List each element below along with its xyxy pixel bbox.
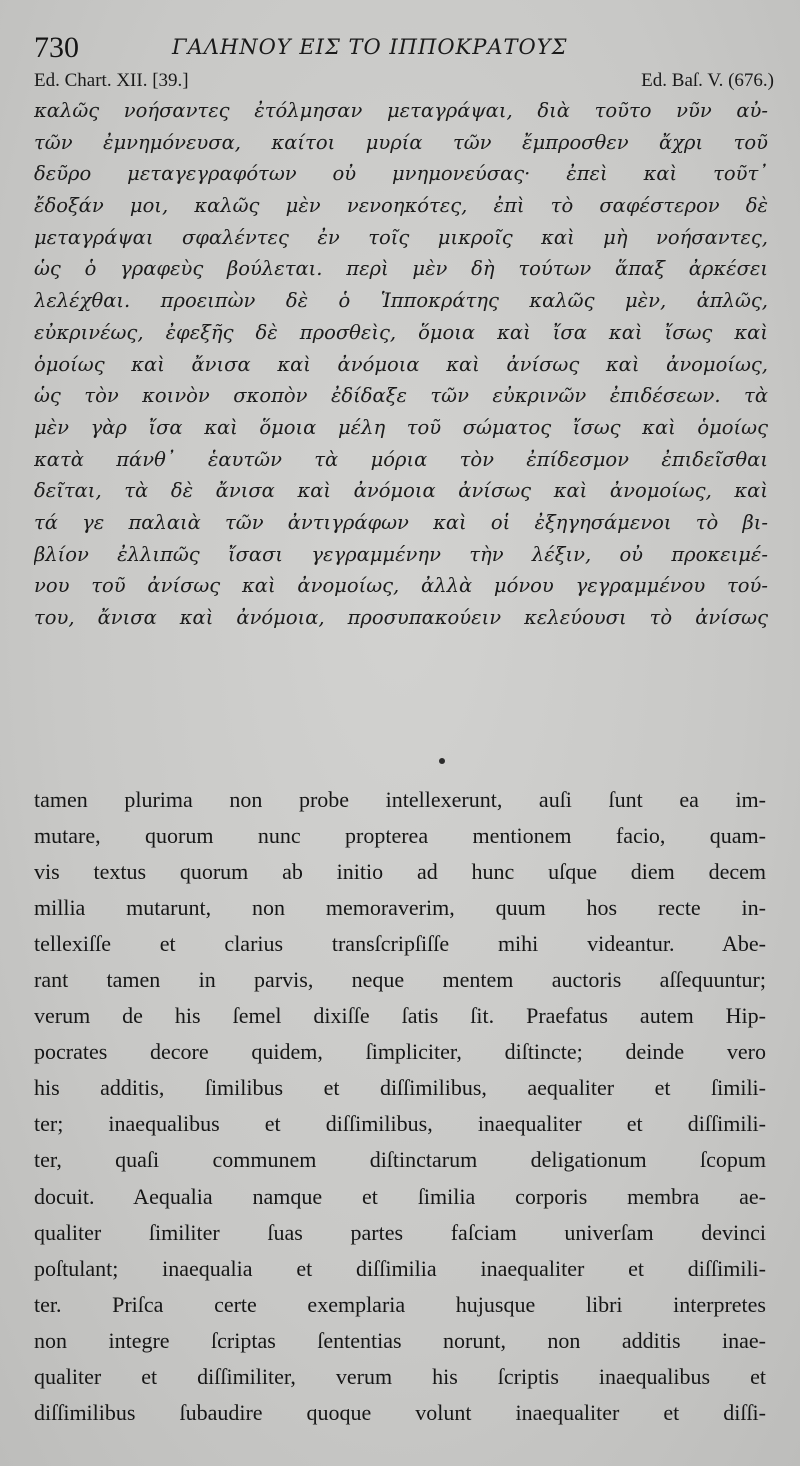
- latin-text-line: vis textus quorum ab initio ad hunc uſque diem decem: [34, 859, 766, 885]
- latin-text-line: ter. Priſca certe exemplaria hujusque libri interpretes: [34, 1291, 766, 1317]
- latin-text-line: verum de his ſemel dixiſſe ſatis ſit. Praefatus autem Hip-: [34, 1003, 766, 1029]
- greek-text-line: μεταγράψαι σφαλέντες ἐν τοῖς μικροῖς καὶ μὴ νοήσαντες,: [34, 225, 768, 249]
- greek-text-line: νου τοῦ ἀνίσως καὶ ἀνομοίως, ἀλλὰ μόνου γεγραμμένου τού-: [34, 574, 768, 598]
- edition-reference-chartier: Ed. Chart. XII. [39.]: [34, 70, 189, 91]
- greek-text-line: δεῖται, τὰ δὲ ἄνισα καὶ ἀνόμοια ἀνίσως καὶ ἀνομοίως, καὶ: [34, 479, 768, 503]
- greek-text-line: βλίον ἐλλιπῶς ἴσασι γεγραμμένην τὴν λέξιν, οὐ προκειμέ-: [34, 542, 768, 566]
- running-title: ΓΑΛΗΝΟΥ ΕΙΣ ΤΟ ΙΠΠΟΚΡΑΤΟΥΣ: [172, 35, 568, 59]
- latin-text-line: qualiter ſimiliter ſuas partes faſciam univerſam devinci: [34, 1219, 766, 1245]
- latin-text-line: poſtulant; inaequalia et diſſimilia inaequaliter et diſſimili-: [34, 1255, 766, 1281]
- latin-text-line: pocrates decore quidem, ſimpliciter, diſtincte; deinde vero: [34, 1039, 766, 1065]
- ink-dot-mark: [439, 758, 445, 764]
- latin-text-line: tamen plurima non probe intellexerunt, auſi ſunt ea im-: [34, 787, 766, 812]
- page-number: 730: [34, 31, 79, 64]
- greek-text-line: ὡς τὸν κοινὸν σκοπὸν ἐδίδαξε τῶν εὐκρινῶν ἐπιδέσεων. τὰ: [34, 384, 768, 408]
- latin-text-line: docuit. Aequalia namque et ſimilia corporis membra ae-: [34, 1183, 766, 1209]
- greek-text-line: κατὰ πάνθ᾽ ἑαυτῶν τὰ μόρια τὸν ἐπίδεσμον ἐπιδεῖσθαι: [34, 447, 768, 471]
- greek-text-line: ὁμοίως καὶ ἄνισα καὶ ἀνόμοια καὶ ἀνίσως καὶ ἀνομοίως,: [34, 352, 768, 376]
- greek-text-line: λελέχθαι. προειπὼν δὲ ὁ Ἱπποκράτης καλῶς μὲν, ἁπλῶς,: [34, 289, 768, 313]
- greek-text-line: ὡς ὁ γραφεὺς βούλεται. περὶ μὲν δὴ τούτων ἅπαξ ἀρκέσει: [34, 257, 768, 281]
- latin-text-line: mutare, quorum nunc propterea mentionem facio, quam-: [34, 823, 766, 849]
- greek-text-line: ἔδοξάν μοι, καλῶς μὲν νενοηκότες, ἐπὶ τὸ σαφέστερον δὲ: [34, 194, 768, 218]
- greek-text-line: εὐκρινέως, ἐφεξῆς δὲ προσθεὶς, ὅμοια καὶ ἴσα καὶ ἴσως καὶ: [34, 320, 768, 344]
- greek-text-line: τῶν ἐμνημόνευσα, καίτοι μυρία τῶν ἔμπροσθεν ἄχρι τοῦ: [34, 130, 768, 154]
- latin-text-line: tellexiſſe et clarius transſcripſiſſe mihi videantur. Abe-: [34, 931, 766, 957]
- latin-text-block: [34, 782, 766, 1431]
- edition-reference-line: [34, 70, 774, 94]
- greek-text-block: [34, 95, 768, 634]
- greek-text-line: καλῶς νοήσαντες ἐτόλμησαν μεταγράψαι, διὰ τοῦτο νῦν αὐ-: [34, 99, 768, 122]
- edition-reference-basel: Ed. Baſ. V. (676.): [641, 70, 774, 91]
- greek-text-line: δεῦρο μεταγεγραφότων οὐ μνημονεύσας· ἐπεὶ καὶ τοῦτ᾽: [34, 162, 768, 186]
- greek-text-line: τά γε παλαιὰ τῶν ἀντιγράφων καὶ οἱ ἐξηγησάμενοι τὸ βι-: [34, 510, 768, 534]
- latin-text-line: qualiter et diſſimiliter, verum his ſcriptis inaequalibus et: [34, 1363, 766, 1389]
- latin-text-line: millia mutarunt, non memoraverim, quum hos recte in-: [34, 895, 766, 921]
- greek-text-line: μὲν γὰρ ἴσα καὶ ὅμοια μέλη τοῦ σώματος ἴσως καὶ ὁμοίως: [34, 415, 768, 439]
- greek-text-line: του, ἄνισα καὶ ἀνόμοια, προσυπακούειν κελεύουσι τὸ ἀνίσως: [34, 606, 768, 629]
- latin-text-line: diſſimilibus ſubaudire quoque volunt inaequaliter et diſſi-: [34, 1399, 766, 1425]
- latin-text-line: ter, quaſi communem diſtinctarum deligationum ſcopum: [34, 1147, 766, 1173]
- latin-text-line: rant tamen in parvis, neque mentem auctoris aſſequuntur;: [34, 967, 766, 993]
- latin-text-line: non integre ſcriptas ſententias norunt, non additis inae-: [34, 1327, 766, 1353]
- latin-text-line: his additis, ſimilibus et diſſimilibus, aequaliter et ſimili-: [34, 1075, 766, 1101]
- latin-text-line: ter; inaequalibus et diſſimilibus, inaequaliter et diſſimili-: [34, 1111, 766, 1137]
- page-header: [34, 30, 774, 70]
